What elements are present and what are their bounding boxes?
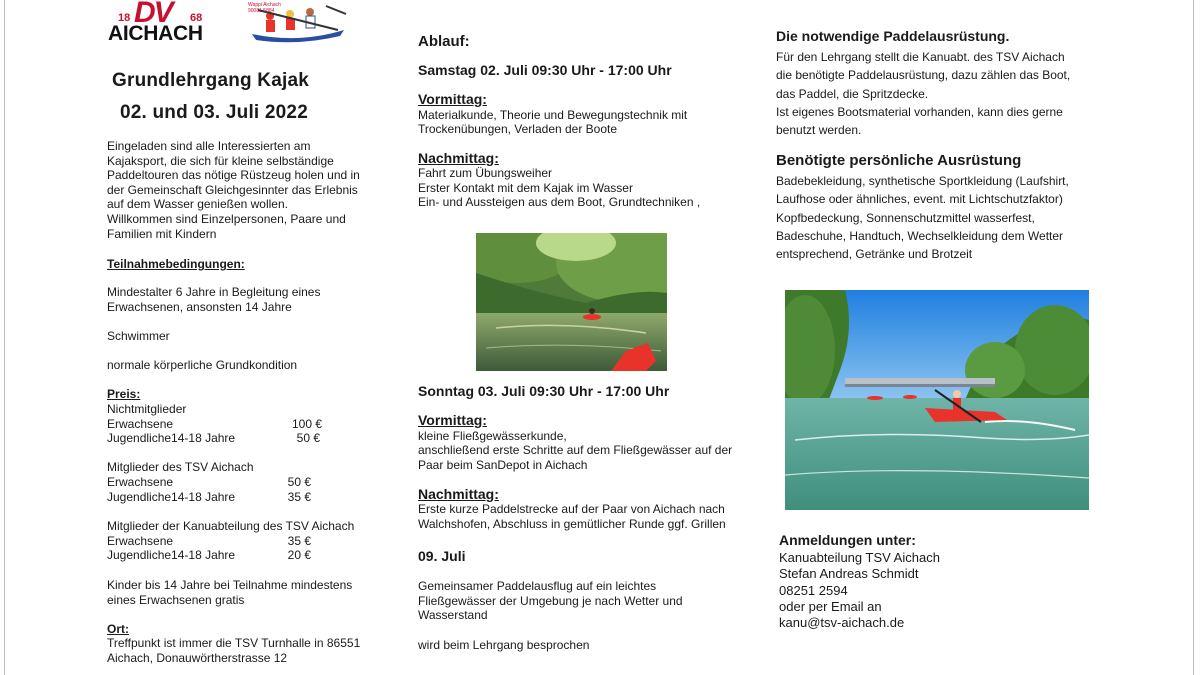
price-label: Erwachsene xyxy=(107,534,174,548)
sat-afternoon-line: Erster Kontakt mit dem Kajak im Wasser xyxy=(418,181,633,195)
equipment-line: benutzt werden. xyxy=(776,123,862,138)
intro-line: Kajaksport, die sich für kleine selbständige xyxy=(107,153,334,168)
personal-line: Laufhose oder ähnliches, event. mit Lichtschutzfaktor) xyxy=(776,192,1063,207)
sunday-heading: Sonntag 03. Juli 09:30 Uhr - 17:00 Uhr xyxy=(418,383,670,399)
personal-heading: Benötigte persönliche Ausrüstung xyxy=(776,152,1022,169)
equipment-line: Ist eigenes Bootsmaterial vorhanden, kann dies gerne xyxy=(776,104,1063,119)
intro-line: Familien mit Kindern xyxy=(107,226,217,241)
sat-morning-line: Materialkunde, Theorie und Bewegungstechnik mit xyxy=(418,108,688,122)
intro-line: Willkommen sind Einzelpersonen, Paare und xyxy=(107,211,346,226)
price-value: 20 € xyxy=(287,548,311,562)
condition-line: normale körperliche Grundkondition xyxy=(107,358,298,372)
price-group-name: Nichtmitglieder xyxy=(107,402,187,416)
price-label: Jugendliche14-18 Jahre xyxy=(107,548,236,562)
july9-line: Fließgewässer der Umgebung je nach Wetter und xyxy=(418,594,683,608)
logo-year-left: 18 xyxy=(118,12,131,24)
intro-line: auf dem Wasser genießen wollen. xyxy=(107,197,288,212)
sun-afternoon-heading: Nachmittag: xyxy=(418,486,499,502)
place-heading: Ort: xyxy=(107,622,129,636)
condition-line: Erwachsenen, ansonsten 14 Jahre xyxy=(107,300,292,314)
sun-morning-line: Paar beim SanDepot in Aichach xyxy=(418,458,588,472)
sat-afternoon-line: Ein- und Aussteigen aus dem Boot, Grundtechniken , xyxy=(418,195,701,209)
equipment-line: die benötigte Paddelausrüstung, dazu zählen das Boot, xyxy=(776,68,1071,83)
course-title: Grundlehrgang Kajak xyxy=(112,70,310,91)
july9-line: Gemeinsamer Paddelausflug auf ein leichtes xyxy=(418,579,657,593)
price-label: Erwachsene xyxy=(107,417,174,431)
sat-afternoon-heading: Nachmittag: xyxy=(418,150,499,166)
price-value: 100 € xyxy=(291,417,322,431)
price-label: Jugendliche14-18 Jahre xyxy=(107,431,236,445)
kids-note-line: eines Erwachsenen gratis xyxy=(107,593,245,607)
intro-text xyxy=(107,139,360,241)
logo-town: AICHACH xyxy=(108,22,203,45)
equipment-line: das Paddel, die Spritzdecke. xyxy=(776,86,929,101)
place-line: Aichach, Donauwörtherstrasse 12 xyxy=(107,651,288,665)
equipment-line: Für den Lehrgang stellt die Kanuabt. des TSV Aichach xyxy=(776,50,1065,64)
price-group-name: Mitglieder der Kanuabteilung des TSV Aichach xyxy=(107,519,355,533)
signup-line: oder per Email an xyxy=(779,598,882,614)
equipment-heading: Die notwendige Paddelausrüstung. xyxy=(776,28,1010,44)
personal-text xyxy=(776,172,1069,263)
page-border-left xyxy=(4,0,5,675)
conditions-heading: Teilnahmebedingungen: xyxy=(107,257,245,271)
signup-line: Kanuabteilung TSV Aichach xyxy=(779,550,940,565)
intro-line: Paddeltouren das nötige Rüstzeug holen und in xyxy=(107,168,360,183)
signup-line: Stefan Andreas Schmidt xyxy=(779,566,919,582)
personal-line: entsprechend, Getränke und Brotzeit xyxy=(776,247,973,262)
july9-note: wird beim Lehrgang besprochen xyxy=(418,638,590,652)
sun-morning-heading: Vormittag: xyxy=(418,412,487,428)
sat-afternoon-line: Fahrt zum Übungsweiher xyxy=(418,166,553,180)
logo-year-right: 68 xyxy=(190,12,203,24)
price-value: 35 € xyxy=(287,490,311,504)
sun-afternoon-line: Walchshofen, Abschluss in gemütlicher Runde ggf. Grillen xyxy=(418,517,726,531)
equipment-text xyxy=(776,48,1070,139)
course-dates: 02. und 03. Juli 2022 xyxy=(120,102,308,123)
signup-text xyxy=(779,550,940,631)
price-value: 35 € xyxy=(287,534,311,548)
price-value: 50 € xyxy=(296,431,320,445)
logo-mark: DV xyxy=(134,0,172,29)
price-label: Erwachsene xyxy=(107,475,174,489)
kayak-club-logo xyxy=(248,0,348,44)
sun-morning-line: kleine Fließgewässerkunde, xyxy=(418,429,567,443)
condition-line: Mindestalter 6 Jahre in Begleitung eines xyxy=(107,285,321,299)
personal-line: Kopfbedeckung, Sonnenschutzmittel wasserfest, xyxy=(776,210,1035,225)
intro-line: Eingeladen sind alle Interessierten am xyxy=(107,139,311,153)
personal-line: Badeschuhe, Handtuch, Wechselkleidung dem Wetter xyxy=(776,228,1064,243)
sublogo-text-1: Wappi Aichach xyxy=(248,2,281,8)
saturday-heading: Samstag 02. Juli 09:30 Uhr - 17:00 Uhr xyxy=(418,62,672,78)
price-heading: Preis: xyxy=(107,387,141,401)
price-value: 50 € xyxy=(287,475,311,489)
sat-morning-heading: Vormittag: xyxy=(418,91,487,107)
personal-line: Badebekleidung, synthetische Sportkleidung (Laufshirt, xyxy=(776,174,1069,188)
sun-afternoon-line: Erste kurze Paddelstrecke auf der Paar von Aichach nach xyxy=(418,502,725,516)
dv-aichach-logo xyxy=(108,0,218,48)
schedule-heading: Ablauf: xyxy=(418,33,470,50)
price-label: Jugendliche14-18 Jahre xyxy=(107,490,236,504)
intro-line: der Gemeinschaft Gleichgesinnter das Erlebnis xyxy=(107,182,358,197)
signup-email: kanu@tsv-aichach.de xyxy=(779,615,905,631)
signup-phone: 08251 2594 xyxy=(779,582,848,598)
sublogo-text-2: 90081 5884 xyxy=(248,8,275,14)
july9-line: Wasserstand xyxy=(418,608,488,622)
condition-line: Schwimmer xyxy=(107,329,170,343)
kids-note-line: Kinder bis 14 Jahre bei Teilnahme mindestens xyxy=(107,578,353,592)
place-line: Treffpunkt ist immer die TSV Turnhalle in 86551 xyxy=(107,636,361,650)
sat-morning-line: Trockenübungen, Verladen der Boote xyxy=(418,122,618,136)
page-border-right xyxy=(1193,0,1194,675)
july9-heading: 09. Juli xyxy=(418,548,466,564)
price-group-name: Mitglieder des TSV Aichach xyxy=(107,460,254,474)
sun-morning-line: anschließend erste Schritte auf dem Fließgewässer auf der xyxy=(418,443,733,457)
river-kayak-photo xyxy=(476,233,667,371)
signup-heading: Anmeldungen unter: xyxy=(779,532,916,548)
kayak-group-photo xyxy=(785,290,1089,510)
